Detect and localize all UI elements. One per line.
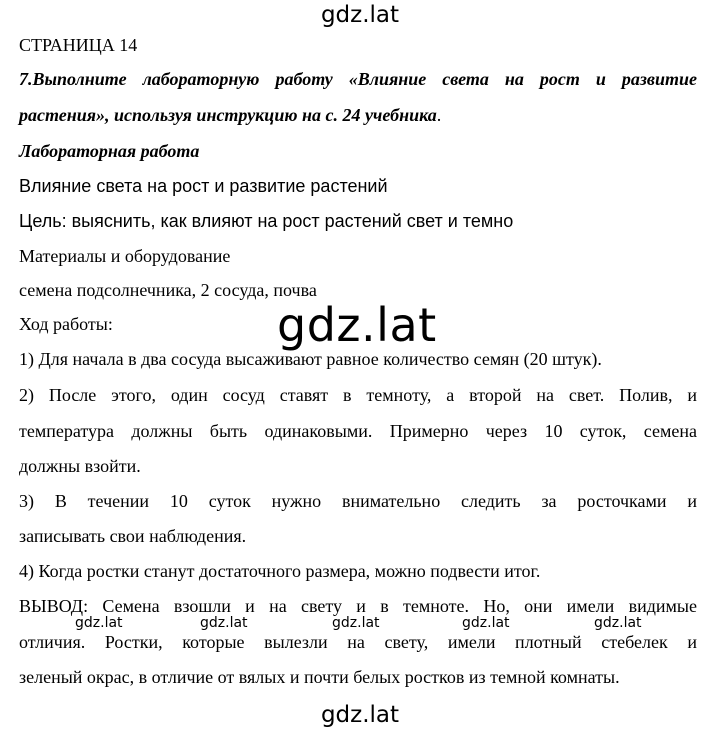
materials-text: семена подсолнечника, 2 сосуда, почва	[19, 280, 317, 300]
task-line-1: 7.Выполните лабораторную работу «Влияние света на рост и развитие	[19, 69, 697, 89]
step-1: 1) Для начала в два сосуда высаживают равное количество семян (20 штук).	[19, 349, 602, 369]
step-4: 4) Когда ростки станут достаточного размера, можно подвести итог.	[19, 561, 541, 581]
task-line-2	[19, 104, 441, 126]
watermark-bottom: gdz.lat	[320, 702, 400, 728]
conclusion-line-3: зеленый окрас, в отличие от вялых и почти белых ростков из темной комнаты.	[19, 667, 620, 687]
step-2-line-3: должны взойти.	[19, 456, 141, 476]
task-line-2-bold: растения», используя инструкцию на с. 24 учебника	[19, 105, 437, 125]
watermark-small: gdz.lat	[75, 615, 123, 631]
watermark-small: gdz.lat	[200, 615, 248, 631]
procedure-label: Ход работы:	[19, 314, 113, 334]
task-line-2-end: .	[436, 105, 442, 125]
work-goal: Цель: выяснить, как влияют на рост растений свет и темно	[19, 211, 514, 231]
page-label: СТРАНИЦА 14	[19, 35, 138, 55]
step-3-line-2: записывать свои наблюдения.	[19, 526, 247, 546]
step-3-line-1: 3) В течении 10 суток нужно внимательно следить за росточками и	[19, 491, 697, 511]
conclusion-line-2: отличия. Ростки, которые вылезли на свету, имели плотный стебелек и	[19, 632, 697, 652]
step-2-line-1: 2) После этого, один сосуд ставят в темноту, а второй на свет. Полив, и	[19, 385, 697, 405]
watermark-small: gdz.lat	[594, 615, 642, 631]
watermark-small: gdz.lat	[462, 615, 510, 631]
section-heading: Лабораторная работа	[19, 141, 200, 161]
materials-label: Материалы и оборудование	[19, 246, 231, 266]
step-2-line-2: температура должны быть одинаковыми. Примерно через 10 суток, семена	[19, 421, 697, 441]
work-title: Влияние света на рост и развитие растений	[19, 176, 388, 196]
conclusion-line-1: ВЫВОД: Семена взошли и на свету и в темноте. Но, они имели видимые	[19, 596, 697, 616]
watermark-small: gdz.lat	[332, 615, 380, 631]
watermark-center: gdz.lat	[277, 298, 437, 352]
watermark-top: gdz.lat	[320, 2, 400, 28]
